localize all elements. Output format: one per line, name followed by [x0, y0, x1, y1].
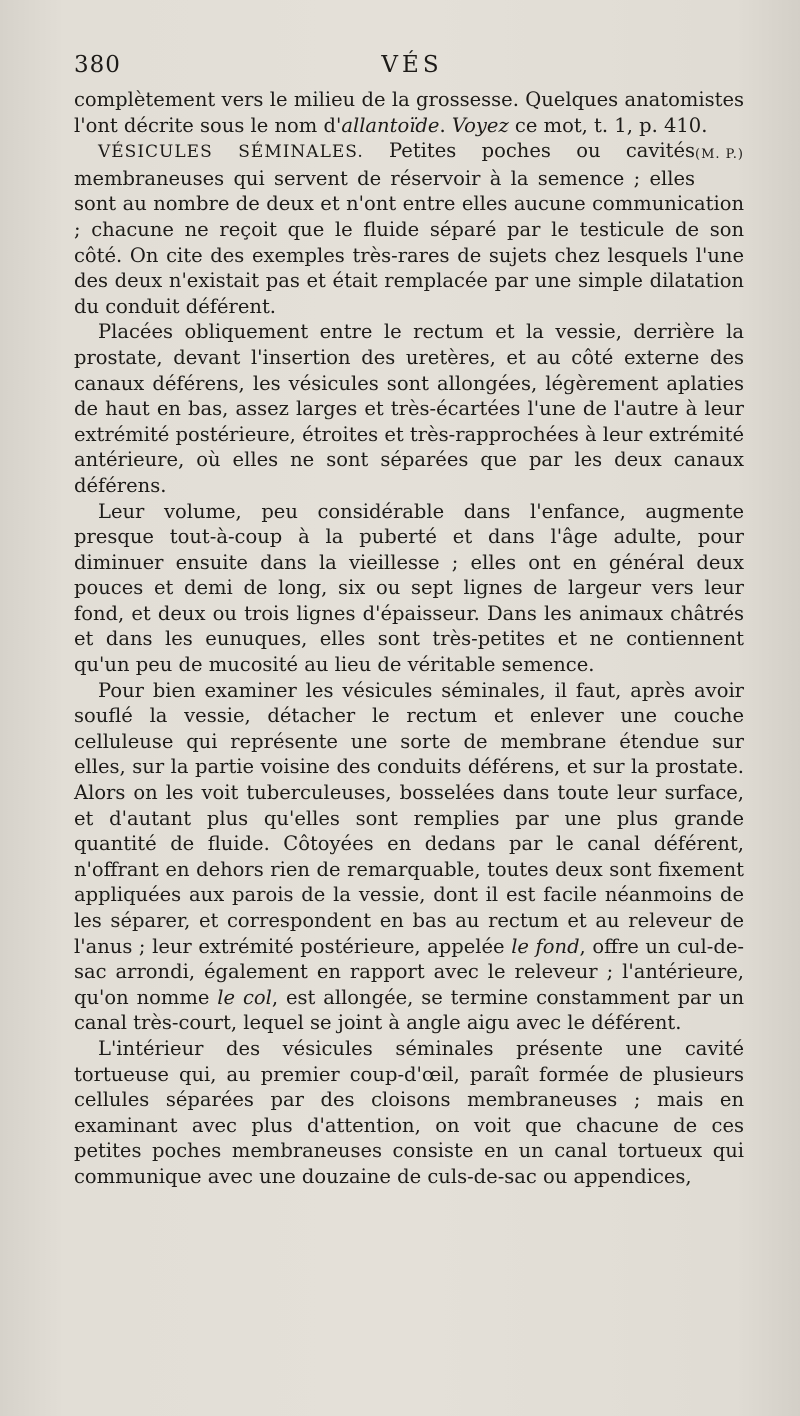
text-span: , est allongée, se termine constamment par un canal très-court, lequel se joint à angle aigu avec le déférent. — [74, 985, 745, 1035]
page-header — [74, 52, 750, 82]
entry-vesicules-seminales — [74, 138, 744, 319]
paragraph-interieur: L'intérieur des vésicules séminales présente une cavité tortueuse qui, au premier coup-d'œil, paraît formée de plusieurs cellules séparées par des cloisons membraneuses ; mais en examinant avec plus d'attention, on voit que chacune de ces petites poches membraneuses consiste en un canal tortueux qui communique avec une douzaine de culs-de-sac ou appendices, — [74, 1036, 744, 1188]
text-span: Pour bien examiner les vésicules séminales, il faut, après avoir souflé la vessie, détacher le rectum et enlever une couche celluleuse qui représente une sorte de membrane étendue sur elles, sur la partie voisine des conduits déférens, et sur la prostate. Alors on les voit tuberculeuses, bosselées dans toute leur surface, et d'autant plus qu'elles sont remplies par une plus grande quantité de fluide. Côtoyées en dedans par le canal déférent, n'offrant en dehors rien de remarquable, toutes deux sont fixement appliquées aux parois de la vessie, dont il est facile néanmoins de les séparer, et correspondent en bas au rectum et au releveur de l'anus ; leur extrémité postérieure, appelée — [74, 678, 744, 958]
body-text — [74, 87, 744, 1190]
italic-term: le col — [217, 985, 272, 1009]
entry-headword: VÉSICULES SÉMINALES. — [98, 142, 364, 163]
entry-text: Petites poches ou cavités membraneuses qui servent de réservoir à la semence ; elles sont au nombre de deux et n'ont entre elles aucune communication ; chacune ne reçoit que le fluide séparé par le testicule de son côté. On cite des exemples très-rares de sujets chez lesquels l'une des deux n'existait pas et était remplacée par une simple dilatation du conduit déférent. — [74, 139, 744, 318]
author-signature: (M. P.) — [695, 147, 744, 163]
text-span: complètement vers le milieu de la grossesse. Quelques anatomistes l'ont décrite sous le nom d' — [74, 88, 744, 137]
paragraph-position: Placées obliquement entre le rectum et la vessie, derrière la prostate, devant l'insertion des uretères, et au côté externe des canaux déférens, les vésicules sont allongées, légèrement aplaties de haut en bas, assez larges et très-écartées l'une de l'autre à leur extrémité postérieure, étroites et très-rapprochées à leur extrémité antérieure, où elles ne sont séparées que par les deux canaux déférens. — [74, 320, 744, 497]
text-span: ce mot, t. 1, p. 410. — [508, 113, 708, 137]
paragraph-examen — [74, 678, 744, 1036]
text-span: , offre un cul-de-sac arrondi, également en rapport avec le releveur ; l'antérieure, qu'on nomme — [74, 934, 744, 1009]
page-number: 380 — [74, 52, 121, 78]
paragraph-volume: Leur volume, peu considérable dans l'enfance, augmente presque tout-à-coup à la puberté et dans l'âge adulte, pour diminuer ensuite dans la vieillesse ; elles ont en général deux pouces et demi de long, six ou sept lignes de largeur vers leur fond, et deux ou trois lignes d'épaisseur. Dans les animaux châtrés et dans les eunuques, elles sont très-petites et ne contiennent qu'un peu de mucosité au lieu de véritable semence. — [74, 499, 744, 677]
text-span: . — [439, 113, 452, 137]
italic-term: Voyez — [451, 113, 509, 137]
italic-term: allantoïde — [341, 113, 440, 137]
italic-term: le fond — [511, 934, 580, 958]
running-head: VÉS — [381, 52, 443, 78]
